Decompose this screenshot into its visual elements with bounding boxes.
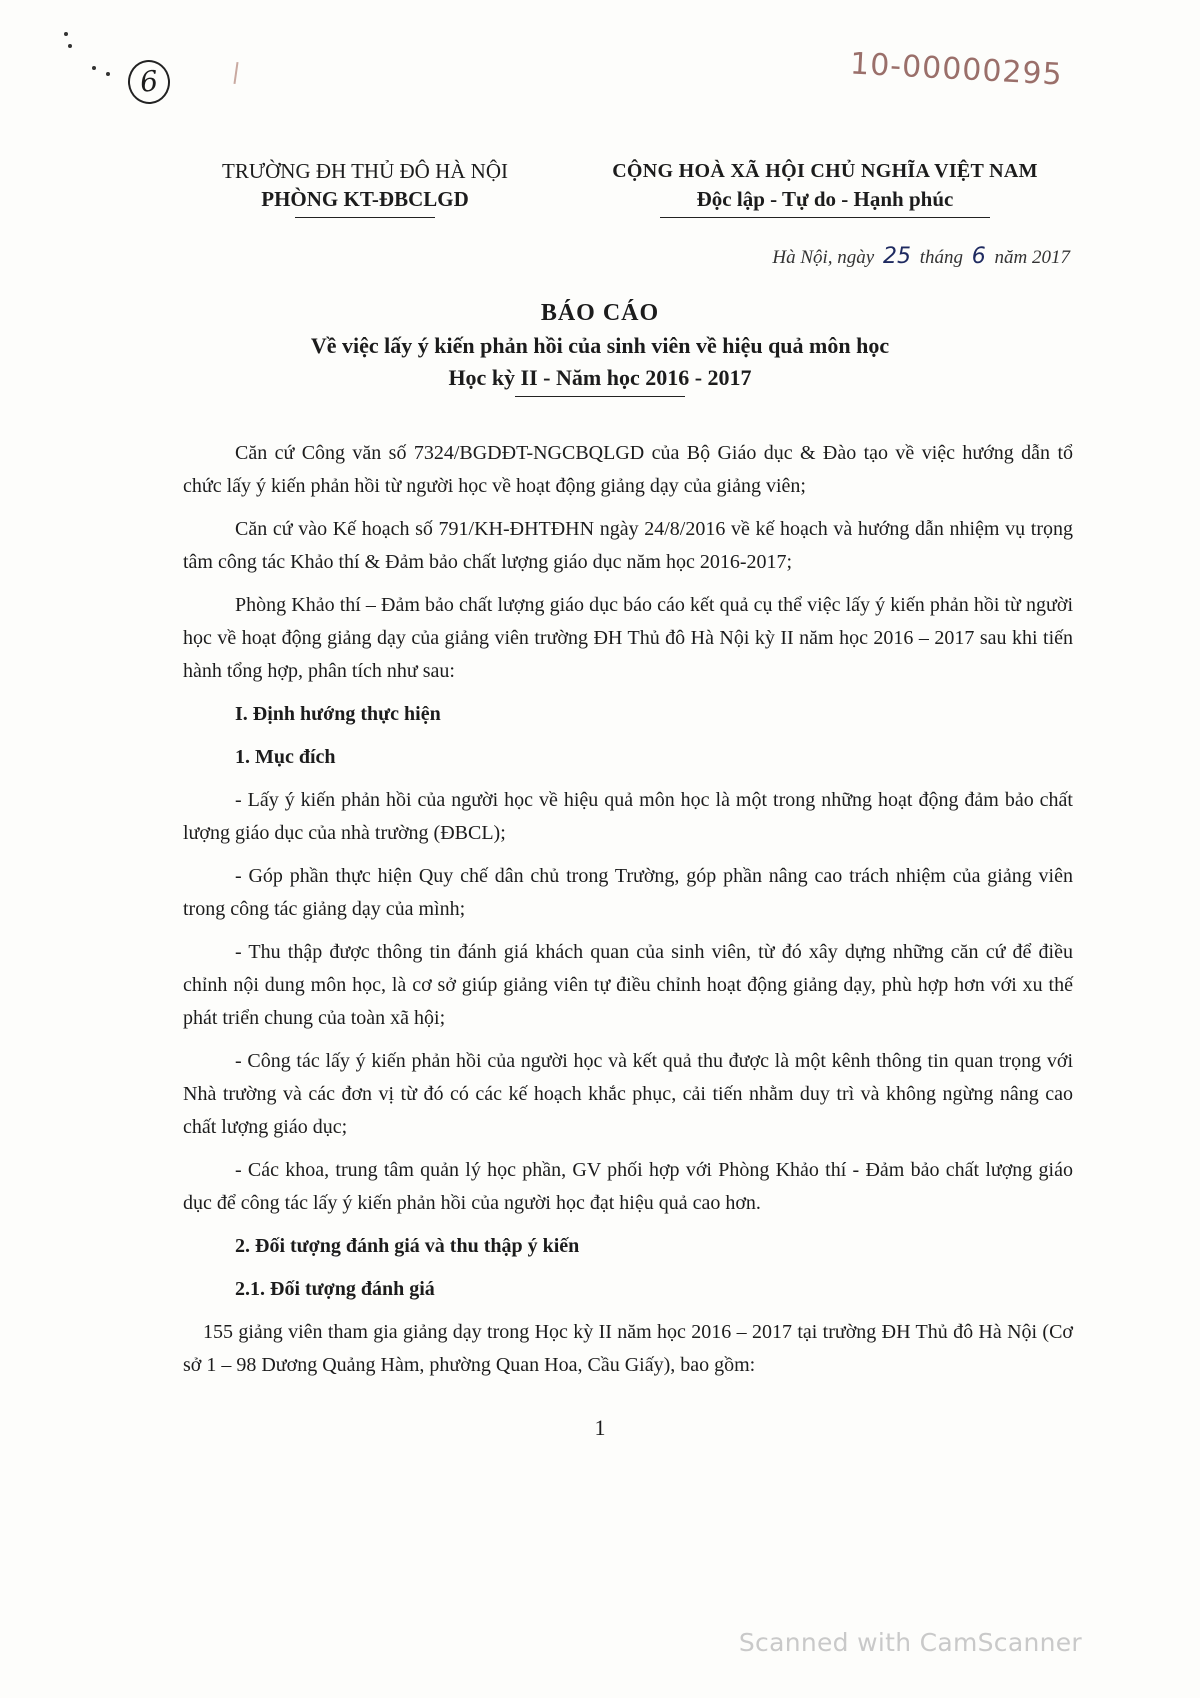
bullet-item: - Các khoa, trung tâm quản lý học phần, GV phối hợp với Phòng Khảo thí - Đảm bảo chất lượng giáo dục để công tác lấy ý kiến phản hồi của người học đạt hiệu quả cao hơn. — [183, 1159, 1073, 1214]
subsection-heading: 1. Mục đích — [235, 746, 336, 768]
report-heading: BÁO CÁO — [540, 300, 660, 326]
report-subject: Về việc lấy ý kiến phản hồi của sinh viên về hiệu quả môn học — [310, 333, 890, 358]
national-motto: Độc lập - Tự do - Hạnh phúc — [696, 187, 954, 211]
bullet-item: - Công tác lấy ý kiến phản hồi của người học và kết quả thu được là một kênh thông tin quan trọng với Nhà trường và các đơn vị từ đó có các kế hoạch khắc phục, cải tiến nhằm duy trì và không ngừng nâng cao chất lượng giáo dục; — [183, 1050, 1073, 1138]
ink-dot — [92, 66, 96, 70]
bullet-item: - Lấy ý kiến phản hồi của người học về hiệu quả môn học là một trong những hoạt động đảm bảo chất lượng giáo dục của nhà trường (ĐBCL); — [183, 789, 1073, 844]
date-month: 6 — [971, 244, 986, 269]
paragraph-legal-basis-2: Căn cứ vào Kế hoạch số 791/KH-ĐHTĐHN ngày 24/8/2016 về kế hoạch và hướng dẫn nhiệm vụ trọng tâm công tác Khảo thí & Đảm bảo chất lượng giáo dục năm học 2016-2017; — [183, 518, 1073, 573]
paragraph-introduction: Phòng Khảo thí – Đảm bảo chất lượng giáo dục báo cáo kết quả cụ thể việc lấy ý kiến phản hồi từ người học về hoạt động giảng dạy của giảng viên trường ĐH Thủ đô Hà Nội kỳ II năm học 2016 – 2017 sau khi tiến hành tổng hợp, phân tích như sau: — [183, 594, 1073, 682]
date-prefix: Hà Nội, ngày — [772, 247, 875, 268]
report-title — [120, 296, 1080, 397]
subsubsection-heading: 2.1. Đối tượng đánh giá — [235, 1278, 435, 1300]
date-month-label: tháng — [919, 247, 964, 268]
header-divider — [295, 217, 435, 218]
report-body — [183, 437, 1073, 1392]
ink-mark — [233, 62, 238, 84]
bullet-item: - Góp phần thực hiện Quy chế dân chủ trong Trường, góp phần nâng cao trách nhiệm của giảng viên trong công tác giảng dạy của mình; — [183, 865, 1073, 920]
subsection-heading: 2. Đối tượng đánh giá và thu thập ý kiến — [235, 1235, 580, 1257]
issuer-header — [185, 157, 545, 218]
section-heading: I. Định hướng thực hiện — [235, 703, 441, 725]
scanner-watermark: Scanned with CamScanner — [738, 1628, 1082, 1657]
date-year: năm 2017 — [994, 247, 1070, 268]
date-day: 25 — [882, 244, 911, 269]
ink-dot — [106, 72, 110, 76]
ink-dot — [68, 44, 72, 48]
circled-page-number: 6 — [126, 58, 172, 106]
department-name: PHÒNG KT-ĐBCLGD — [261, 187, 469, 211]
bullet-item: - Thu thập được thông tin đánh giá khách quan của sinh viên, từ đó xây dựng những căn cứ để điều chỉnh nội dung môn học, là cơ sở giúp giảng viên tự điều chỉnh hoạt động giảng dạy, phù hợp hơn với xu thế phát triển chung của toàn xã hội; — [183, 941, 1073, 1029]
national-header — [560, 157, 1090, 218]
report-term: Học kỳ II - Năm học 2016 - 2017 — [448, 365, 752, 390]
paragraph-legal-basis-1: Căn cứ Công văn số 7324/BGDĐT-NGCBQLGD của Bộ Giáo dục & Đào tạo về việc hướng dẫn tổ chức lấy ý kiến phản hồi từ người học về hoạt động giảng dạy của giảng viên; — [183, 442, 1073, 497]
national-title: CỘNG HOÀ XÃ HỘI CHỦ NGHĨA VIỆT NAM — [612, 160, 1038, 182]
page-number: 1 — [594, 1415, 606, 1440]
document-date — [772, 244, 1070, 269]
motto-divider — [660, 217, 990, 218]
ink-dot — [64, 32, 68, 36]
title-divider — [515, 396, 685, 397]
university-name: TRƯỜNG ĐH THỦ ĐÔ HÀ NỘI — [222, 159, 508, 183]
paragraph-evaluation-target: 155 giảng viên tham gia giảng dạy trong Học kỳ II năm học 2016 – 2017 tại trường ĐH Thủ đô Hà Nội (Cơ sở 1 – 98 Dương Quảng Hàm, phường Quan Hoa, Cầu Giấy), bao gồm: — [183, 1321, 1073, 1376]
handwritten-document-code: 10-00000295 — [849, 46, 1064, 93]
